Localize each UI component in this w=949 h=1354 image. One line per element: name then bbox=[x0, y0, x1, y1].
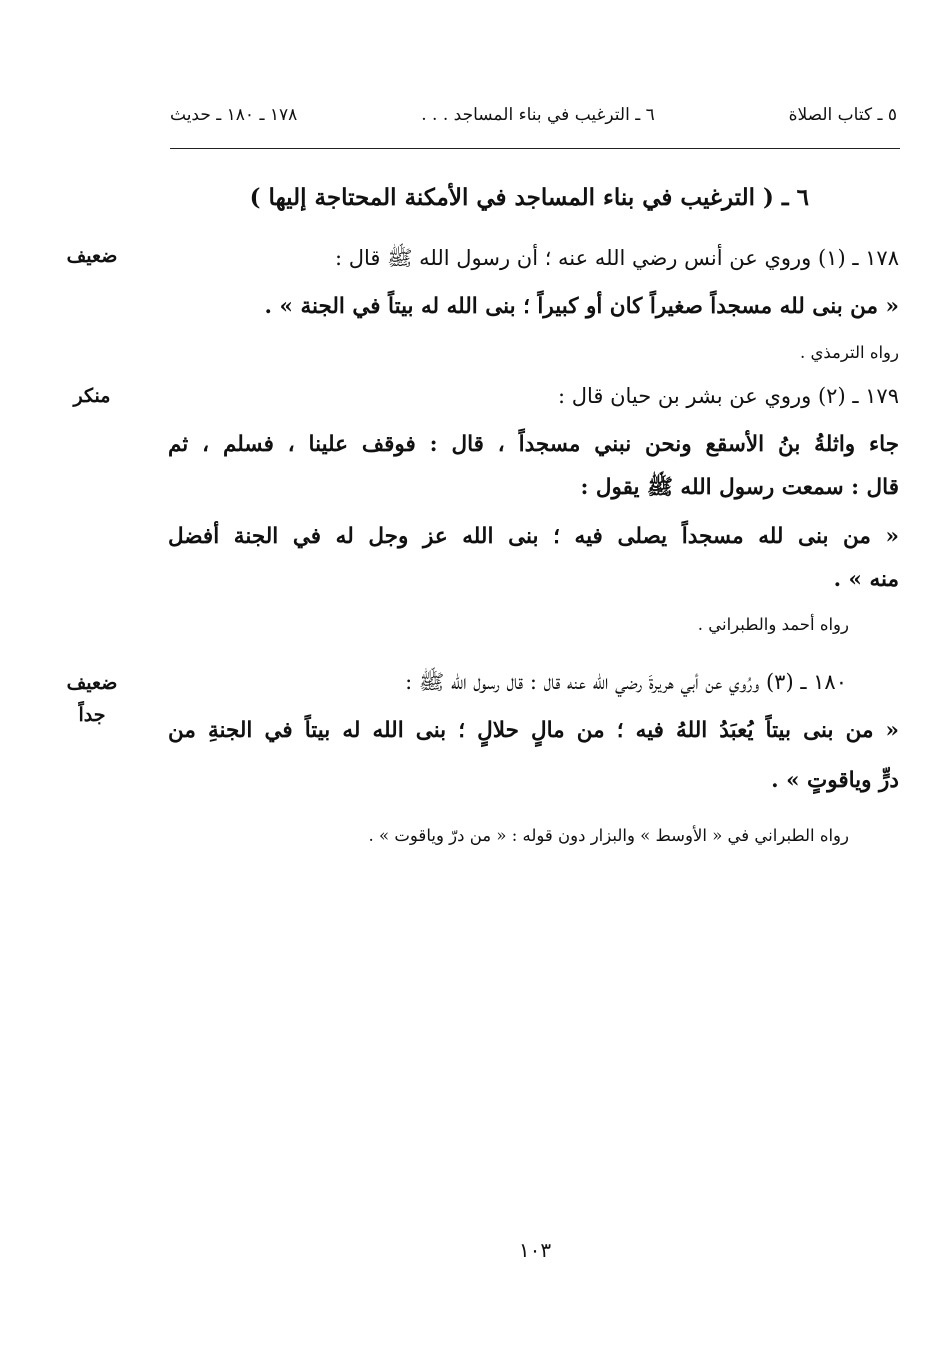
page-number: ١٠٣ bbox=[518, 1238, 552, 1262]
grade-label: جداً bbox=[78, 704, 106, 726]
header-rule bbox=[170, 148, 900, 149]
grade-label: منكر bbox=[73, 385, 111, 407]
hadith-source: رواه الطبراني في « الأوسط » والبزار دون قوله : « من درّ وياقوت » . bbox=[368, 826, 849, 845]
header-hadith-range: ١٧٨ ـ ١٨٠ ـ حديث bbox=[170, 105, 298, 125]
hadith-intro: ١٨٠ ـ (٣) ورُوي عن أبي هريرةَ رضي الله عنه قال : قال رسول الله ﷺ : bbox=[405, 670, 847, 694]
grade-label: ضعيف bbox=[66, 245, 118, 267]
hadith-text-line: منه » . bbox=[833, 567, 899, 592]
section-title: ٦ ـ ( الترغيب في بناء المساجد في الأمكنة المحتاجة إليها ) bbox=[249, 184, 809, 211]
hadith-intro: ١٧٨ ـ (١) وروي عن أنس رضي الله عنه ؛ أن رسول الله ﷺ قال : bbox=[334, 246, 899, 270]
hadith-text-line: جاء واثلةُ بنُ الأسقع ونحن نبني مسجداً ، قال : فوقف علينا ، فسلم ، ثم bbox=[168, 432, 899, 457]
hadith-text-line: قال : سمعت رسول الله ﷺ يقول : bbox=[580, 475, 899, 500]
header-chapter: ٦ ـ الترغيب في بناء المساجد . . . bbox=[421, 105, 655, 125]
hadith-text-line: « من بنى لله مسجداً يصلى فيه ؛ بنى الله عز وجل له في الجنة أفضل bbox=[168, 524, 899, 549]
running-header bbox=[170, 100, 897, 130]
hadith-text-line: « من بنى بيتاً يُعبَدُ اللهُ فيه ؛ من مالٍ حلالٍ ؛ بنى الله له بيتاً في الجنةِ من bbox=[168, 718, 899, 743]
header-book: ٥ ـ كتاب الصلاة bbox=[788, 105, 897, 125]
hadith-intro: ١٧٩ ـ (٢) وروي عن بشر بن حيان قال : bbox=[557, 384, 899, 408]
hadith-source: رواه الترمذي . bbox=[799, 343, 899, 362]
hadith-source: رواه أحمد والطبراني . bbox=[697, 615, 849, 634]
grade-label: ضعيف bbox=[66, 672, 118, 694]
hadith-text-line: « من بنى لله مسجداً صغيراً كان أو كبيراً ؛ بنى الله له بيتاً في الجنة » . bbox=[264, 294, 899, 319]
hadith-text-line: درٍّ وياقوتٍ » . bbox=[771, 768, 899, 793]
